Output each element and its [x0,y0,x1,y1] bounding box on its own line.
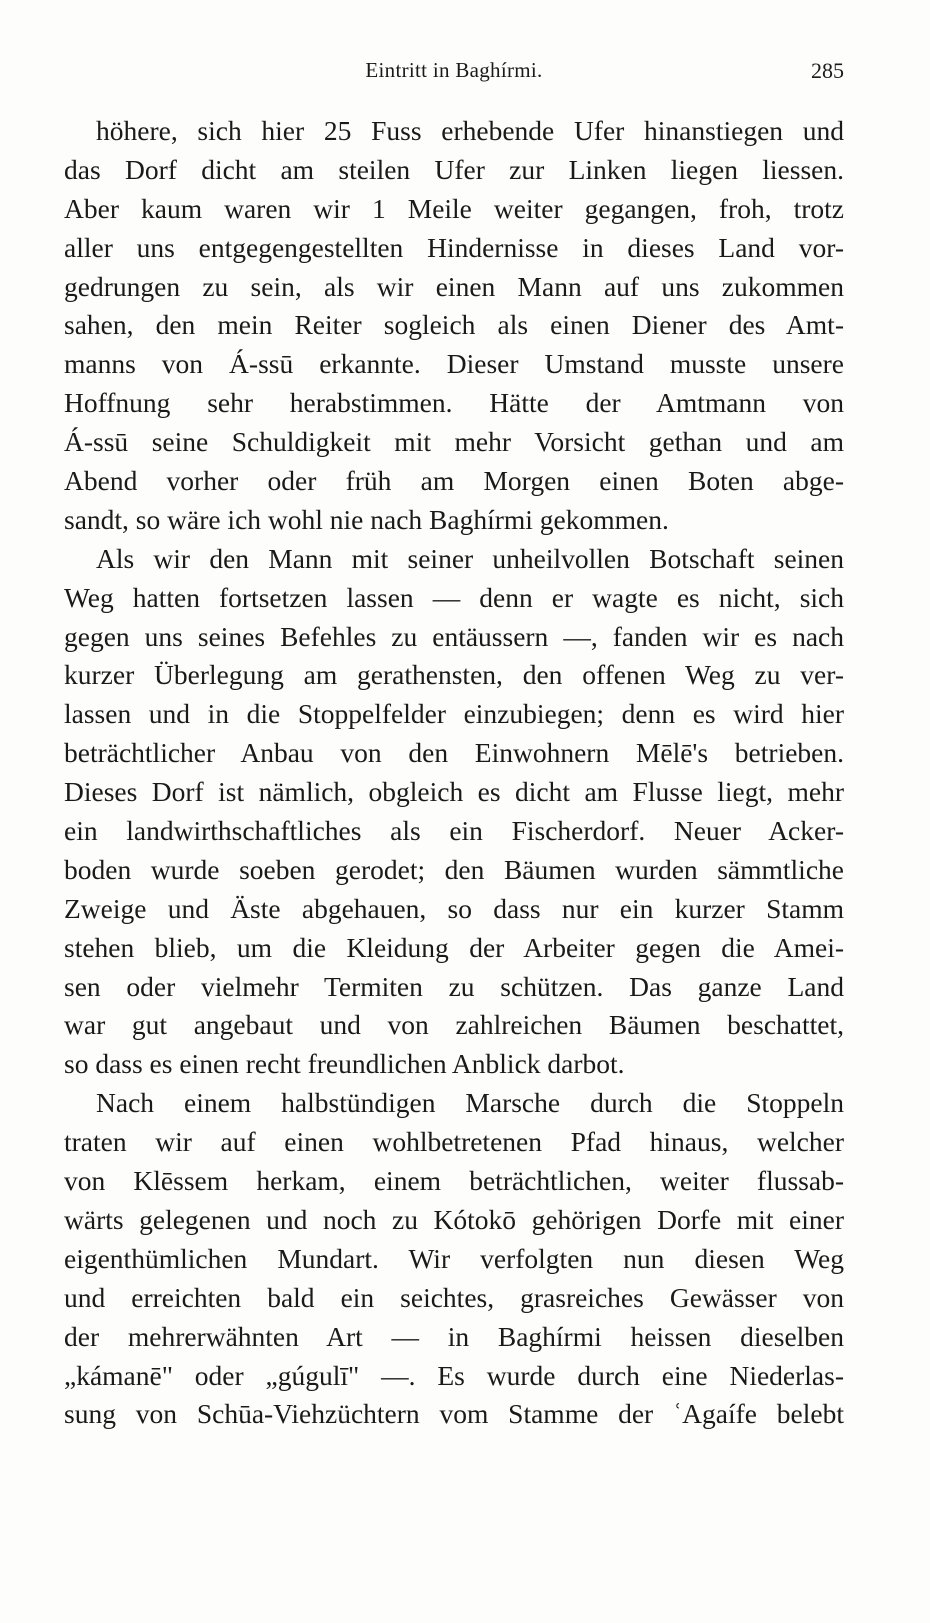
text-line: gedrungen zu sein, als wir einen Mann auf uns zukommen [64,270,844,302]
text-line: Zweige und Äste abgehauen, so dass nur ein kurzer Stamm [64,892,844,924]
text-line: kurzer Überlegung am gerathensten, den offenen Weg zu ver- [64,659,844,691]
text-line: Abend vorher oder früh am Morgen einen Boten abge- [64,465,844,497]
text-line: gegen uns seines Befehles zu entäussern —, fanden wir es nach [64,620,844,652]
text-line: sahen, den mein Reiter sogleich als einen Diener des Amt- [64,309,844,341]
text-line: lassen und in die Stoppelfelder einzubiegen; denn es wird hier [64,698,844,730]
page-number: 285 [811,58,844,83]
text-line: und erreichten bald ein seichtes, grasreiches Gewässer von [64,1281,844,1313]
text-line: Á-ssū seine Schuldigkeit mit mehr Vorsicht gethan und am [64,426,844,458]
text-line: Hoffnung sehr herabstimmen. Hätte der Amtmann von [64,387,844,419]
paragraph [64,112,844,540]
text-line: Nach einem halbstündigen Marsche durch die Stoppeln [96,1087,844,1119]
running-title: Eintritt in Baghírmi. [365,58,543,82]
paragraph [64,540,844,1084]
text-line: war gut angebaut und von zahlreichen Bäumen beschattet, [64,1009,844,1041]
text-line: ein landwirthschaftliches als ein Fischerdorf. Neuer Acker- [64,815,844,847]
text-line: von Klēssem herkam, einem beträchtlichen, weiter flussab- [64,1165,844,1197]
text-line: Als wir den Mann mit seiner unheilvollen Botschaft seinen [96,542,844,574]
text-line: eigenthümlichen Mundart. Wir verfolgten nun diesen Weg [64,1242,844,1274]
running-head [64,58,844,92]
text-line: „kámanē" oder „gúgulī" —. Es wurde durch eine Niederlas- [64,1359,844,1391]
text-line: aller uns entgegengestellten Hindernisse in dieses Land vor- [64,231,844,263]
text-line: Dieses Dorf ist nämlich, obgleich es dicht am Flusse liegt, mehr [64,776,844,808]
text-line: höhere, sich hier 25 Fuss erhebende Ufer hinanstiegen und [96,115,844,146]
text-line: sung von Schūa-Viehzüchtern vom Stamme der ʿAgaífe belebt [64,1398,844,1430]
body-text [64,112,844,1434]
text-line: Aber kaum waren wir 1 Meile weiter gegangen, froh, trotz [64,192,844,224]
text-line: stehen blieb, um die Kleidung der Arbeiter gegen die Amei- [64,931,844,963]
text-line: so dass es einen recht freundlichen Anblick darbot. [64,1048,625,1080]
paragraph [64,1084,844,1434]
text-line: beträchtlicher Anbau von den Einwohnern Mēlē's betrieben. [64,737,844,769]
text-line: traten wir auf einen wohlbetretenen Pfad hinaus, welcher [64,1126,844,1158]
text-line: sandt, so wäre ich wohl nie nach Baghírmi gekommen. [64,503,669,535]
text-line: wärts gelegenen und noch zu Kótokō gehörigen Dorfe mit einer [64,1203,844,1235]
text-line: manns von Á-ssū erkannte. Dieser Umstand musste unsere [64,348,844,380]
text-line: boden wurde soeben gerodet; den Bäumen wurden sämmtliche [64,853,844,885]
text-line: Weg hatten fortsetzen lassen — denn er wagte es nicht, sich [64,581,844,613]
text-line: der mehrerwähnten Art — in Baghírmi heissen dieselben [64,1320,844,1352]
text-line: sen oder vielmehr Termiten zu schützen. Das ganze Land [64,970,844,1002]
text-line: das Dorf dicht am steilen Ufer zur Linken liegen liessen. [64,153,844,185]
